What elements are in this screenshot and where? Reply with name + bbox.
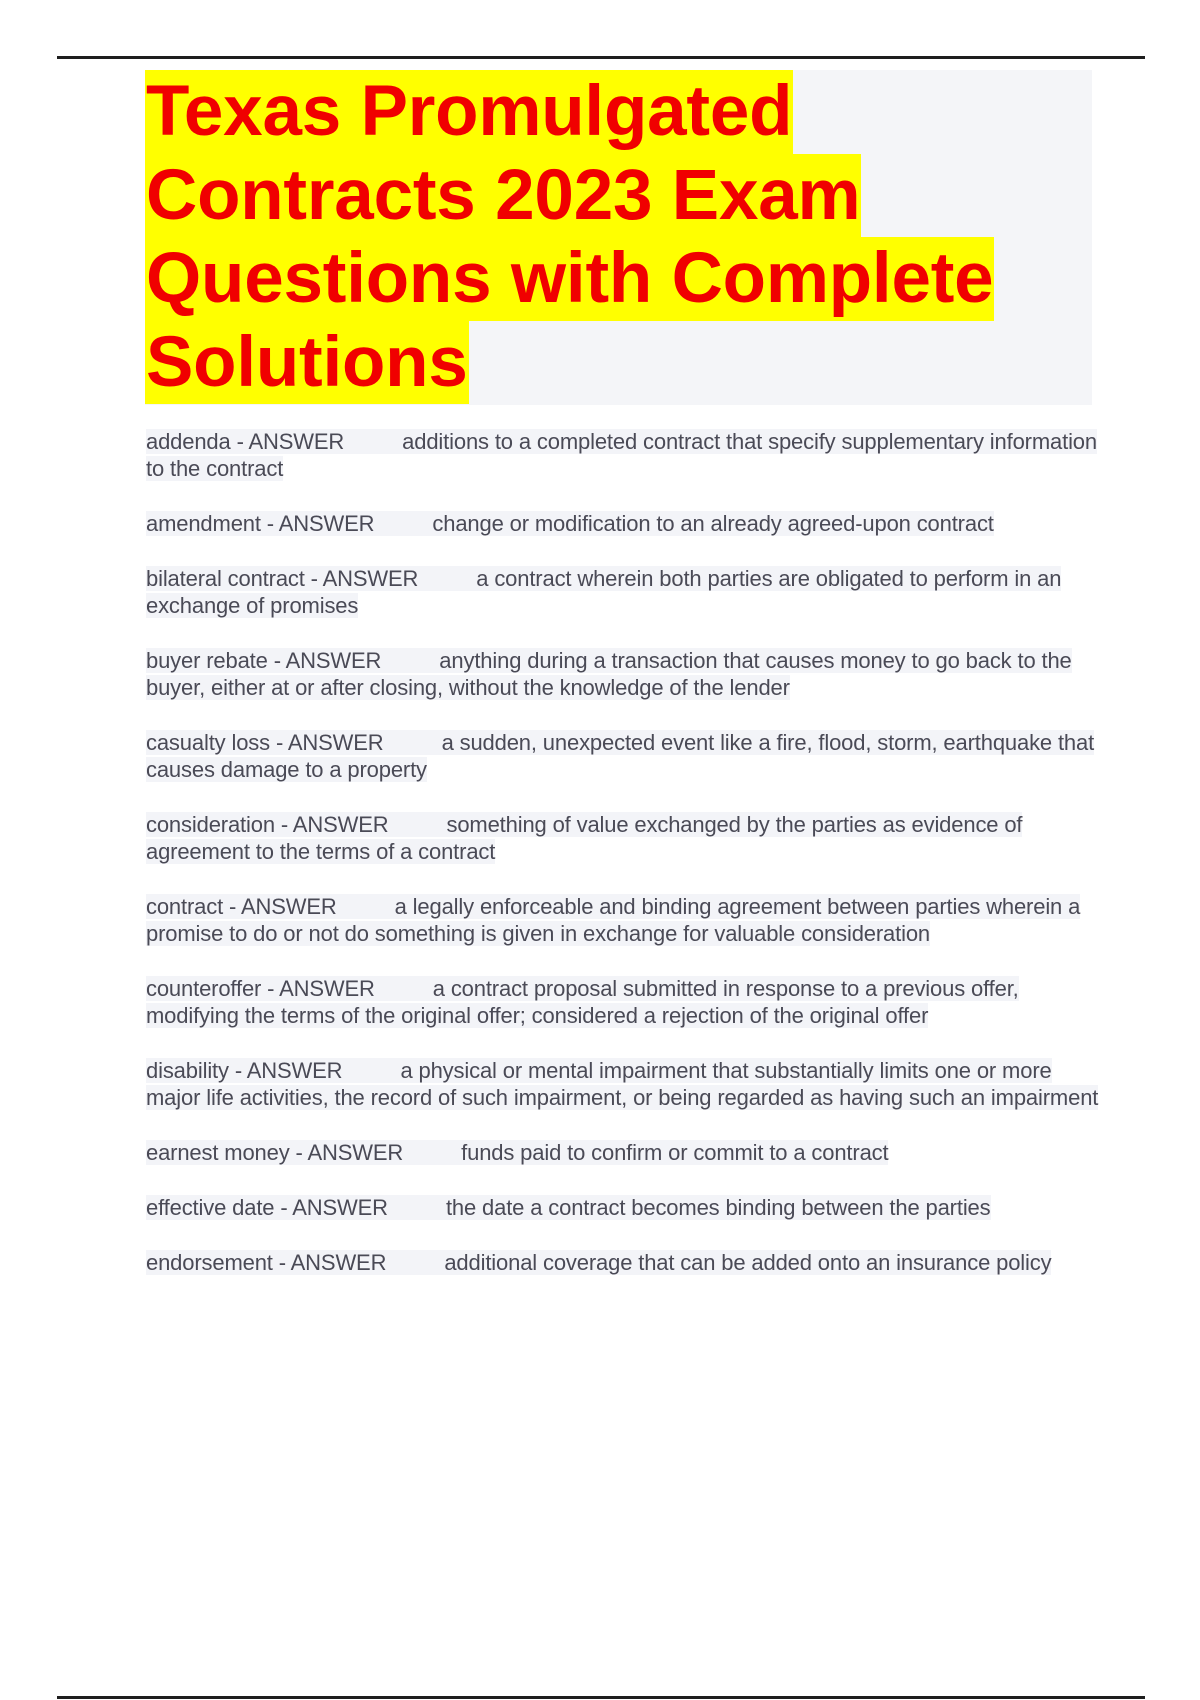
entry-term: amendment xyxy=(146,511,261,536)
glossary-entry xyxy=(146,1194,1106,1221)
entry-definition: change or modification to an already agreed-upon contract xyxy=(432,511,994,536)
answer-label: - ANSWER xyxy=(274,812,389,837)
title-block xyxy=(145,70,1092,405)
title-line-1: Texas Promulgated xyxy=(145,70,793,154)
glossary-list xyxy=(146,428,1106,1304)
glossary-entry xyxy=(146,510,1106,537)
entry-definition: additional coverage that can be added onto an insurance policy xyxy=(444,1250,1052,1275)
answer-label: - ANSWER xyxy=(274,1195,388,1220)
answer-label: - ANSWER xyxy=(230,429,345,454)
entry-definition: a contract proposal submitted in response to a previous offer, modifying the terms of the original offer; considered a rejection of the original offer xyxy=(146,976,1019,1028)
entry-term: endorsement xyxy=(146,1250,273,1275)
entry-definition: something of value exchanged by the parties as evidence of agreement to the terms of a contract xyxy=(146,812,1023,864)
entry-term: casualty loss xyxy=(146,730,270,755)
title-line-2: Contracts 2023 Exam xyxy=(145,154,861,238)
entry-definition: anything during a transaction that causes money to go back to the buyer, either at or after closing, without the knowledge of the lender xyxy=(146,648,1072,700)
entry-term: earnest money xyxy=(146,1140,290,1165)
entry-definition: additions to a completed contract that specify supplementary information to the contract xyxy=(146,429,1097,481)
answer-label: - ANSWER xyxy=(304,566,419,591)
answer-label: - ANSWER xyxy=(267,648,382,673)
glossary-entry xyxy=(146,893,1106,947)
glossary-entry xyxy=(146,565,1106,619)
top-divider xyxy=(57,56,1145,59)
entry-term: effective date xyxy=(146,1195,275,1220)
entry-term: addenda xyxy=(146,429,231,454)
entry-term: counteroffer xyxy=(146,976,262,1001)
entry-definition: a contract wherein both parties are obligated to perform in an exchange of promises xyxy=(146,566,1062,618)
glossary-entry xyxy=(146,647,1106,701)
entry-definition: a physical or mental impairment that substantially limits one or more major life activities, the record of such impairment, or being regarded as having such an impairment xyxy=(146,1058,1099,1110)
answer-label: - ANSWER xyxy=(228,1058,343,1083)
glossary-entry xyxy=(146,811,1106,865)
entry-term: consideration xyxy=(146,812,275,837)
answer-label: - ANSWER xyxy=(289,1140,404,1165)
bottom-divider xyxy=(57,1696,1145,1699)
answer-label: - ANSWER xyxy=(223,894,337,919)
document-title xyxy=(145,70,1092,404)
glossary-entry xyxy=(146,729,1106,783)
glossary-entry xyxy=(146,1057,1106,1111)
entry-definition: a sudden, unexpected event like a fire, flood, storm, earthquake that causes damage to a property xyxy=(146,730,1095,782)
title-line-3: Questions with Complete xyxy=(145,237,994,321)
answer-label: - ANSWER xyxy=(261,976,375,1001)
entry-term: bilateral contract xyxy=(146,566,305,591)
answer-label: - ANSWER xyxy=(270,730,384,755)
entry-term: disability xyxy=(146,1058,229,1083)
glossary-entry xyxy=(146,1139,1106,1166)
title-line-4: Solutions xyxy=(145,321,469,405)
answer-label: - ANSWER xyxy=(272,1250,387,1275)
answer-label: - ANSWER xyxy=(260,511,375,536)
glossary-entry xyxy=(146,975,1106,1029)
entry-term: buyer rebate xyxy=(146,648,268,673)
entry-definition: the date a contract becomes binding between the parties xyxy=(445,1195,991,1220)
glossary-entry xyxy=(146,1249,1106,1276)
entry-term: contract xyxy=(146,894,224,919)
entry-definition: a legally enforceable and binding agreement between parties wherein a promise to do or not do something is given in exchange for valuable consideration xyxy=(146,894,1081,946)
glossary-entry xyxy=(146,428,1106,482)
entry-definition: funds paid to confirm or commit to a contract xyxy=(461,1140,889,1165)
